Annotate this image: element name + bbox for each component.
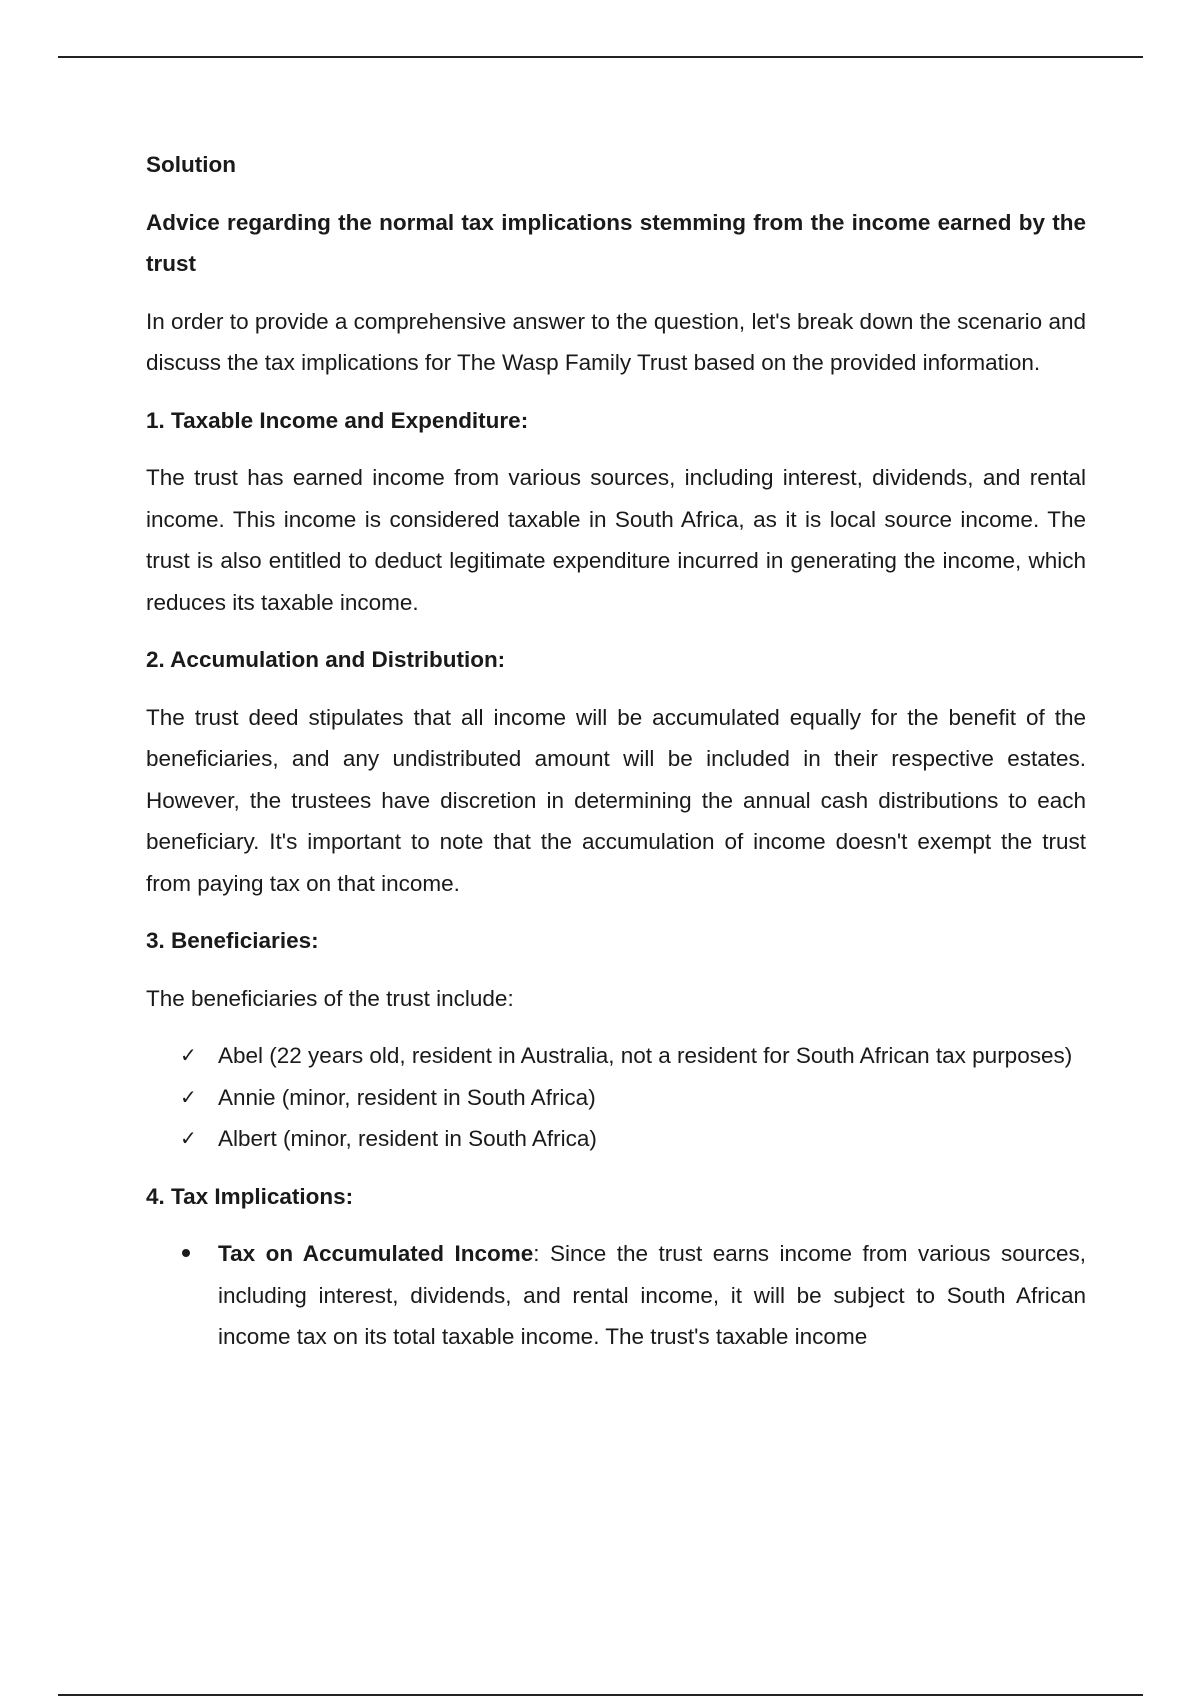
beneficiary-list bbox=[146, 1035, 1086, 1160]
checkmark-icon: ✓ bbox=[180, 1126, 197, 1150]
beneficiary-albert: Albert (minor, resident in South Africa) bbox=[218, 1126, 597, 1151]
bullet-icon bbox=[182, 1249, 190, 1257]
intro-paragraph: In order to provide a comprehensive answer to the question, let's break down the scenario and discuss the tax implications for The Wasp Family Trust based on the provided information. bbox=[146, 308, 1086, 375]
checkmark-icon: ✓ bbox=[180, 1084, 197, 1109]
bullet-text: : Since the trust earns income from various sources, including interest, dividends, and rental income, it will be subject to South African income tax on its total taxable income. The trust's taxable income bbox=[218, 1241, 1086, 1349]
section-1-body: The trust has earned income from various sources, including interest, dividends, and rental income. This income is considered taxable in South Africa, as it is local source income. The trust is also entitled to deduct legitimate expenditure incurred in generating the income, which reduces its taxable income. bbox=[146, 465, 1086, 615]
list-item bbox=[146, 1233, 1086, 1358]
tax-implications-list bbox=[146, 1233, 1086, 1358]
beneficiary-annie: Annie (minor, resident in South Africa) bbox=[218, 1084, 596, 1110]
list-item bbox=[146, 1035, 1086, 1077]
section-2-body: The trust deed stipulates that all income will be accumulated equally for the benefit of the beneficiaries, and any undistributed amount will be included in their respective estates. However, the trustees have discretion in determining the annual cash distributions to each beneficiary. It's important to note that the accumulation of income doesn't exempt the trust from paying tax on that income. bbox=[146, 704, 1086, 896]
header-rule bbox=[58, 56, 1143, 58]
bullet-term: Tax on Accumulated Income bbox=[218, 1241, 534, 1266]
checkmark-icon: ✓ bbox=[180, 1043, 197, 1067]
section-3-heading: 3. Beneficiaries: bbox=[146, 928, 319, 953]
document-body bbox=[146, 144, 1086, 1358]
list-item bbox=[146, 1077, 1086, 1119]
main-heading: Advice regarding the normal tax implications stemming from the income earned by the trust bbox=[146, 209, 1086, 276]
list-item bbox=[146, 1118, 1086, 1160]
section-1-heading: 1. Taxable Income and Expenditure: bbox=[146, 407, 529, 433]
section-2-heading: 2. Accumulation and Distribution: bbox=[146, 647, 506, 672]
footer-rule bbox=[58, 1694, 1143, 1696]
section-4-heading: 4. Tax Implications: bbox=[146, 1183, 354, 1209]
section-3-intro: The beneficiaries of the trust include: bbox=[146, 985, 514, 1011]
solution-heading: Solution bbox=[146, 152, 236, 177]
beneficiary-abel: Abel (22 years old, resident in Australia, not a resident for South African tax purposes) bbox=[218, 1043, 1073, 1068]
